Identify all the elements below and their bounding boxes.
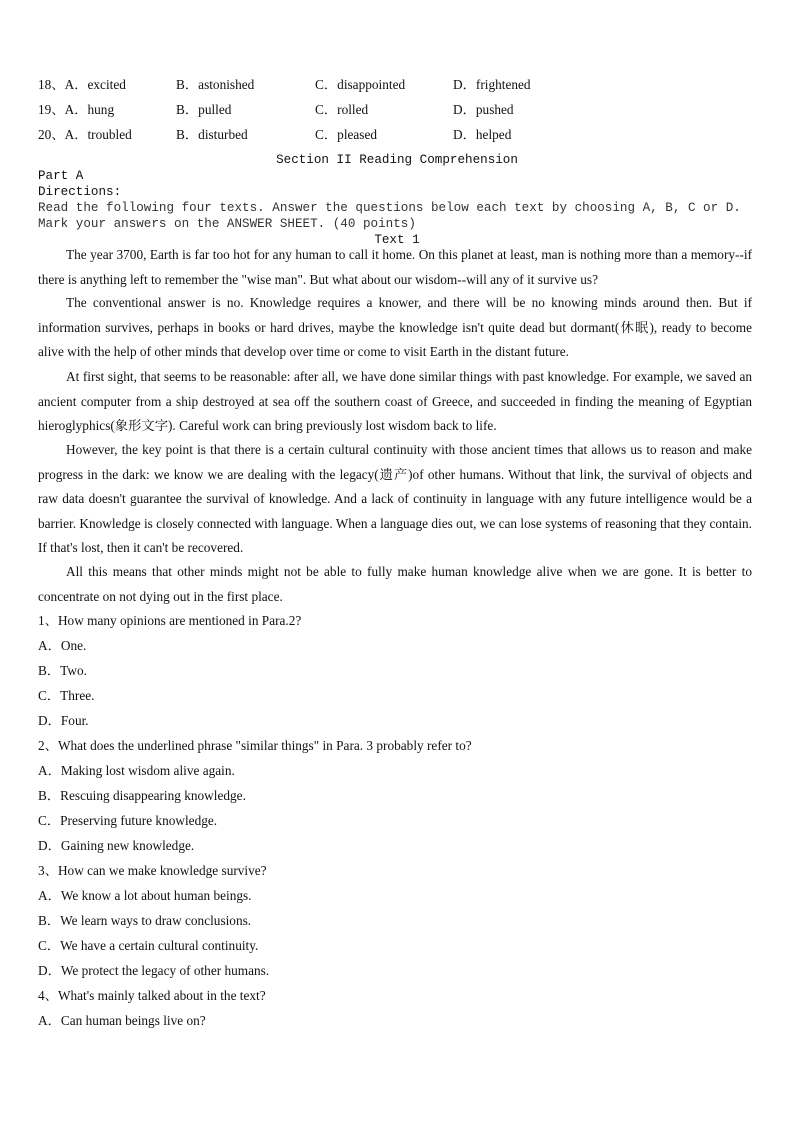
- paragraph-5: All this means that other minds might not be able to fully make human knowledge alive when we are gone. It is better to concentrate on not dying out in the first place.: [38, 564, 752, 604]
- option-b: B．pulled: [176, 102, 232, 117]
- paragraph-2: The conventional answer is no. Knowledge requires a knower, and there will be no knowing minds around then. But if information survives, perhaps in books or hard drives, maybe the knowledge isn't quite dead but dormant(休眠), ready to become alive with the help of other minds that develop over time or come to visit Earth in the distant future.: [38, 295, 752, 360]
- question-2-option-b: B．Rescuing disappearing knowledge.: [38, 788, 246, 803]
- question-2-option-c: C．Preserving future knowledge.: [38, 813, 218, 828]
- question-18-options: [38, 75, 758, 95]
- option-a: 18、A．excited: [38, 77, 126, 92]
- question-3-option-c: C．We have a certain cultural continuity.: [38, 938, 259, 953]
- question-1-option-c: C．Three.: [38, 688, 95, 703]
- question-2-option-a: A．Making lost wisdom alive again.: [38, 763, 235, 778]
- option-d: D．helped: [453, 127, 512, 142]
- option-d: D．frightened: [453, 77, 531, 92]
- option-d: D．pushed: [453, 102, 514, 117]
- question-2-option-d: D．Gaining new knowledge.: [38, 838, 195, 853]
- option-c: C．rolled: [315, 102, 369, 117]
- directions-text: Read the following four texts. Answer the questions below each text by choosing A, B, C or D. Mark your answers on the ANSWER SHEET. (40 points): [38, 201, 741, 231]
- question-1: 1、How many opinions are mentioned in Para.2?: [38, 613, 302, 628]
- option-b: B．disturbed: [176, 127, 248, 142]
- directions-label: Directions:: [38, 185, 122, 199]
- question-3-option-b: B．We learn ways to draw conclusions.: [38, 913, 252, 928]
- paragraph-1: The year 3700, Earth is far too hot for any human to call it home. On this planet at least, man is nothing more than a memory--if there is anything left to remember the "wise man". But what about our wisdom--will any of it survive us?: [38, 247, 752, 287]
- option-a: 19、A．hung: [38, 102, 115, 117]
- question-1-option-b: B．Two.: [38, 663, 87, 678]
- question-4-option-a: A．Can human beings live on?: [38, 1013, 206, 1028]
- paragraph-3: At first sight, that seems to be reasonable: after all, we have done similar things with past knowledge. For example, we saved an ancient computer from a ship destroyed at sea off the southern coast of Greece, and succeeded in finding the meaning of Egyptian hieroglyphics(象形文字). Careful work can bring previously lost wisdom back to life.: [38, 369, 752, 434]
- option-b: B．astonished: [176, 77, 255, 92]
- option-a: 20、A．troubled: [38, 127, 132, 142]
- question-20-options: [38, 125, 758, 145]
- paragraph-4: However, the key point is that there is a certain cultural continuity with those ancient times that allows us to reason and make progress in the dark: we know we are dealing with the legacy(遗产)of other humans. Without that link, the survival of objects and raw data doesn't guarantee the survival of knowledge. And a lack of continuity in language with any future intelligence would be a barrier. Knowledge is closely connected with language. When a language dies out, we can lose systems of reasoning that they contain. If that's lost, then it can't be recovered.: [38, 442, 752, 556]
- question-19-options: [38, 100, 758, 120]
- question-2: 2、What does the underlined phrase "similar things" in Para. 3 probably refer to?: [38, 738, 472, 753]
- text-title: Text 1: [374, 233, 420, 247]
- question-3-option-a: A．We know a lot about human beings.: [38, 888, 252, 903]
- section-title: Section II Reading Comprehension: [276, 153, 518, 167]
- part-label: Part A: [38, 169, 84, 183]
- question-3: 3、How can we make knowledge survive?: [38, 863, 267, 878]
- question-3-option-d: D．We protect the legacy of other humans.: [38, 963, 270, 978]
- question-1-option-d: D．Four.: [38, 713, 89, 728]
- option-c: C．pleased: [315, 127, 378, 142]
- question-4: 4、What's mainly talked about in the text?: [38, 988, 266, 1003]
- question-1-option-a: A．One.: [38, 638, 87, 653]
- option-c: C．disappointed: [315, 77, 406, 92]
